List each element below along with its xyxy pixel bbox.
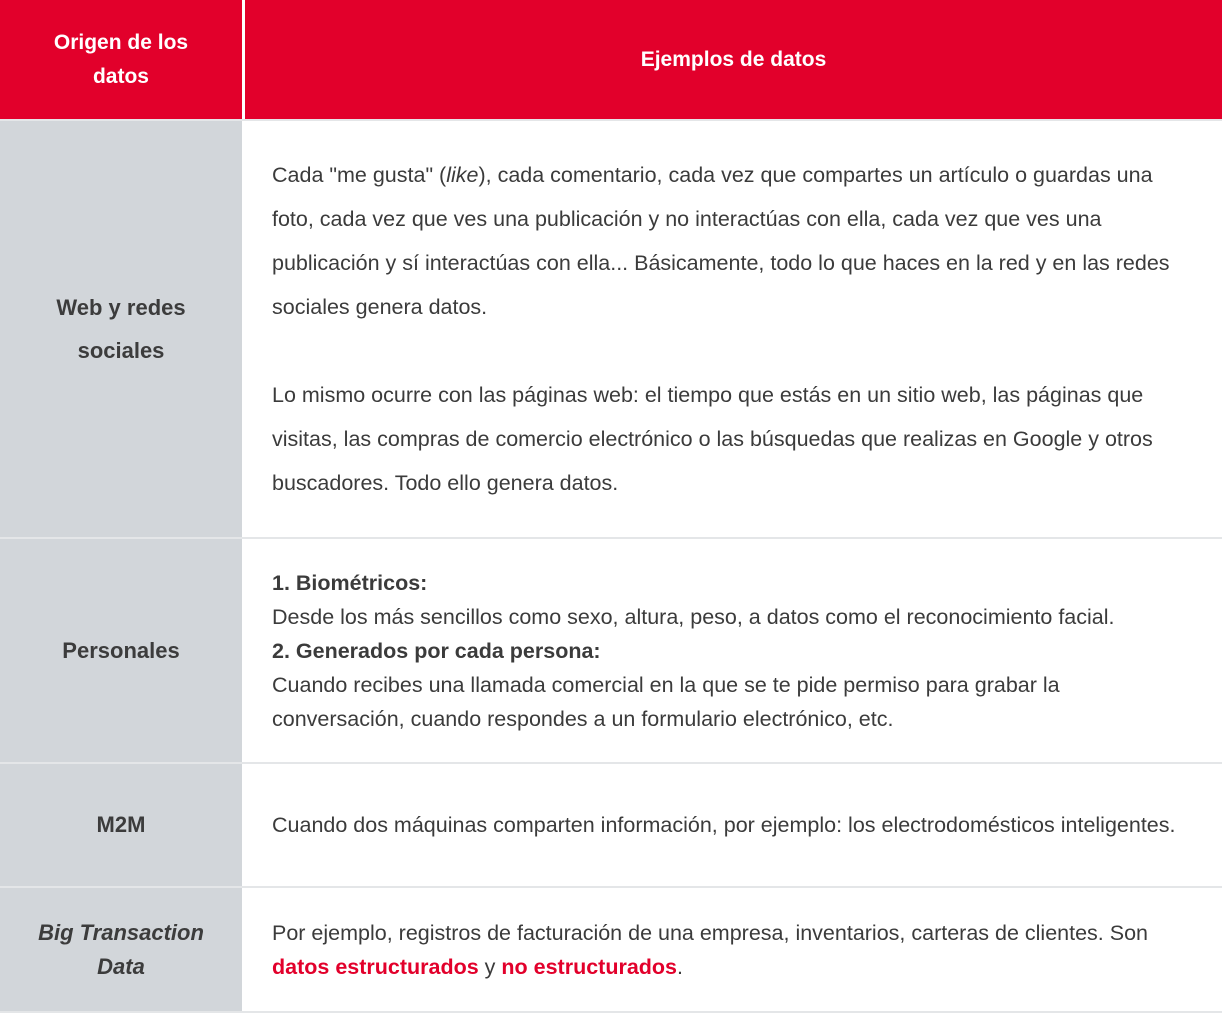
generated-heading: 2. Generados por cada persona: bbox=[272, 638, 601, 663]
table-row-personales bbox=[0, 539, 1222, 762]
examples-text-big-transaction bbox=[272, 916, 1198, 984]
examples-cell-web bbox=[245, 121, 1222, 537]
web-paragraph-2: Lo mismo ocurre con las páginas web: el tiempo que estás en un sitio web, las páginas que visitas, las compras de comercio electrónico o las búsquedas que realizas en Google y otros buscadores. Todo ello genera datos. bbox=[272, 383, 1153, 495]
web-p1-start: Cada "me gusta" ( bbox=[272, 163, 447, 187]
web-paragraph-1 bbox=[272, 153, 1198, 329]
header-examples-column bbox=[245, 0, 1222, 119]
origin-label-big-transaction: Big Transaction Data bbox=[38, 919, 204, 979]
examples-text-m2m bbox=[272, 808, 1175, 842]
table-row-big-transaction bbox=[0, 888, 1222, 1011]
origin-cell-personales bbox=[0, 539, 242, 762]
biometric-text: Desde los más sencillos como sexo, altura, peso, a datos como el reconocimiento facial. bbox=[272, 604, 1115, 629]
examples-cell-m2m bbox=[245, 764, 1222, 886]
header-origin-label: Origen de los datos bbox=[53, 30, 189, 88]
table-row-m2m bbox=[0, 764, 1222, 886]
header-examples-label: Ejemplos de datos bbox=[640, 47, 827, 71]
biometric-heading: 1. Biométricos: bbox=[272, 570, 428, 595]
examples-text-personales bbox=[272, 566, 1198, 736]
origin-label-web: Web y redes sociales bbox=[56, 295, 186, 363]
unstructured-data-link[interactable]: no estructurados bbox=[501, 954, 678, 979]
table-header-row bbox=[0, 0, 1222, 119]
table-row-web bbox=[0, 121, 1222, 537]
examples-cell-big-transaction bbox=[245, 888, 1222, 1011]
generated-text: Cuando recibes una llamada comercial en la que se te pide permiso para grabar la conversación, cuando respondes a un formulario electrónico, etc. bbox=[272, 672, 1060, 731]
big-text-mid: y bbox=[478, 954, 502, 979]
m2m-text: Cuando dos máquinas comparten información, por ejemplo: los electrodomésticos inteligentes. bbox=[272, 813, 1176, 837]
row-divider bbox=[0, 1011, 1222, 1013]
web-p1-end: ), cada comentario, cada vez que compartes un artículo o guardas una foto, cada vez que ves una publicación y no interactúas con ella, cada vez que ves una publicación y sí interactúas con ella... Básicamente, todo lo que haces en la red y en las redes sociales genera datos. bbox=[272, 163, 1170, 319]
web-p1-italic: like bbox=[446, 163, 479, 187]
origin-label-m2m: M2M bbox=[96, 812, 146, 837]
origin-cell-big-transaction bbox=[0, 888, 242, 1011]
header-origin-column bbox=[0, 0, 242, 119]
origin-label-personales: Personales bbox=[62, 637, 180, 663]
examples-cell-personales bbox=[245, 539, 1222, 762]
structured-data-link[interactable]: datos estructurados bbox=[272, 954, 479, 979]
origin-cell-web bbox=[0, 121, 242, 537]
examples-text-web bbox=[272, 153, 1198, 505]
big-text-start: Por ejemplo, registros de facturación de una empresa, inventarios, carteras de clientes. Son bbox=[272, 920, 1148, 945]
big-transaction-text bbox=[272, 916, 1198, 984]
origin-cell-m2m bbox=[0, 764, 242, 886]
big-text-end: . bbox=[677, 954, 683, 979]
